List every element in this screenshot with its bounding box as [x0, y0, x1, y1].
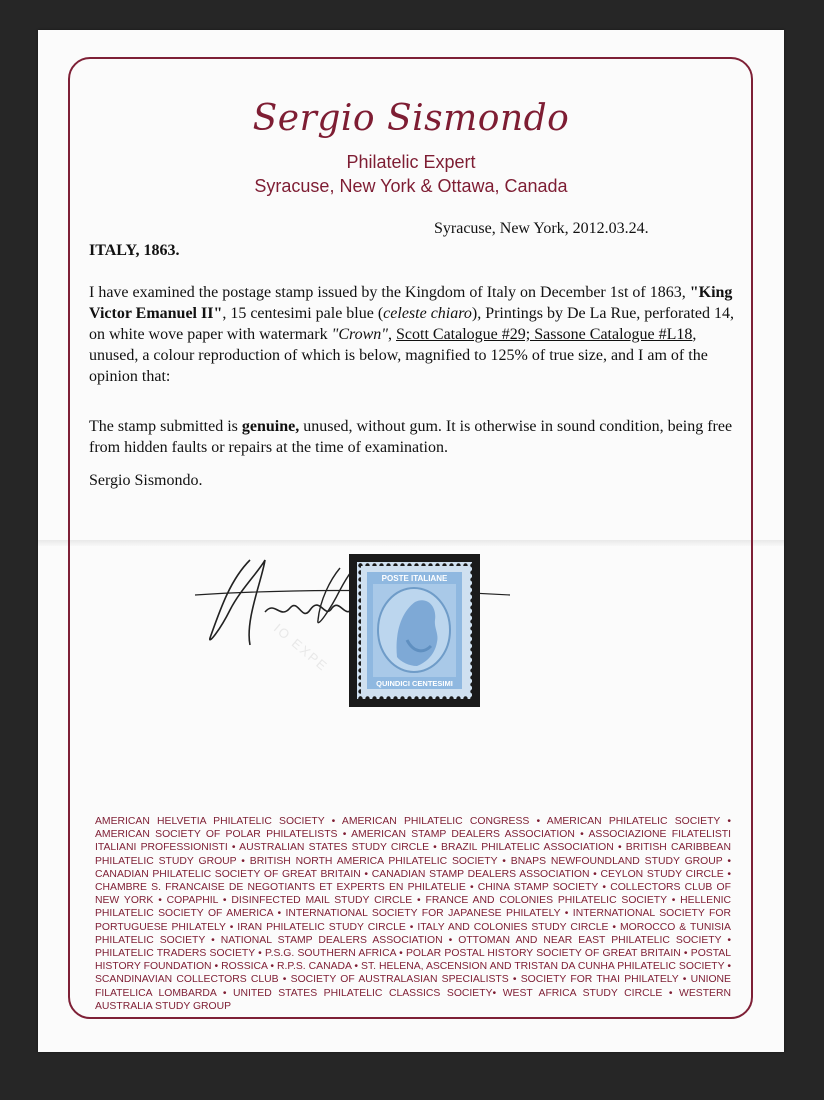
place-date: Syracuse, New York, 2012.03.24. [434, 220, 649, 237]
p1-text: , unused, a colour reproduction of which is below, magnified to 125% of true size, and I am of the opinion that: [89, 326, 708, 385]
p1-text: ), Printings by De La Rue, perforated 14, on white wove paper with watermark [89, 305, 735, 343]
stamp-bottom-text: QUINDICI CENTESIMI [376, 679, 453, 688]
certificate-sheet [38, 30, 784, 1052]
postage-stamp [357, 562, 472, 699]
expert-location: Syracuse, New York & Ottawa, Canada [254, 176, 568, 196]
catalogue-reference: Scott Catalogue #29; Sassone Catalogue #L18 [396, 326, 693, 343]
embossed-seal: IO EXPE [270, 620, 332, 675]
stamp-name: "King Victor Emanuel II" [89, 284, 733, 322]
p2-text: unused, without gum. It is otherwise in sound condition, being free from hidden faults or repairs at the time of examination. [89, 418, 733, 456]
signoff: Sergio Sismondo. [89, 472, 203, 489]
p1-text: , 15 centesimi pale blue ( [222, 305, 384, 322]
examination-paragraph [89, 282, 739, 387]
color-name: celeste chiaro [383, 305, 472, 322]
opinion-paragraph [89, 416, 739, 458]
p2-text: The stamp submitted is [89, 418, 242, 435]
certificate-heading: ITALY, 1863. [89, 242, 180, 259]
stamp-mount [349, 554, 480, 707]
watermark-name: "Crown" [331, 326, 389, 343]
stamp-top-text: POSTE ITALIANE [381, 574, 448, 583]
expert-title: Philatelic Expert [346, 152, 476, 172]
genuine-verdict: genuine, [241, 418, 300, 435]
p1-text: , [388, 326, 397, 343]
p1-text: I have examined the postage stamp issued by the Kingdom of Italy on December 1st of 1863, [89, 284, 690, 301]
expert-name: Sergio Sismondo [252, 98, 570, 139]
societies-list: AMERICAN HELVETIA PHILATELIC SOCIETY • AMERICAN PHILATELIC CONGRESS • AMERICAN PHILATELIC SOCIETY • AMERICAN SOCIETY OF POLAR PHILATELISTS • AMERICAN STAMP DEALERS ASSOCIATION • ASSOCIAZIONE FILATELISTI ITALIANI PROFESSIONISTI • AUSTRALIAN STATES STUDY CIRCLE • BRAZIL PHILATELIC ASSOCIATION • BRITISH CARIBBEAN PHILATELIC STUDY GROUP • BRITISH NORTH AMERICA PHILATELIC SOCIETY • BNAPS NEWFOUNDLAND STUDY GROUP • CANADIAN PHILATELIC SOCIETY OF GREAT BRITAIN • CANADIAN STAMP DEALERS ASSOCIATION • CEYLON STUDY CIRCLE • CHAMBRE S. FRANCAISE DE NEGOTIANTS ET EXPERTS EN PHILATELIE • CHINA STAMP SOCIETY • COLLECTORS CLUB OF NEW YORK • COPAPHIL • DISINFECTED MAIL STUDY CIRCLE • FRANCE AND COLONIES PHILATELIC SOCIETY • HELLENIC PHILATELIC SOCIETY OF AMERICA • INTERNATIONAL SOCIETY FOR JAPANESE PHILATELY • INTERNATIONAL SOCIETY FOR PORTUGUESE PHILATELY • IRAN PHILATELIC STUDY CIRCLE • ITALY AND COLONIES STUDY CIRCLE • MOROCCO & TUNISIA PHILATELIC SOCIETY • NATIONAL STAMP DEALERS ASSOCIATION • OTTOMAN AND NEAR EAST PHILATELIC SOCIETY • PHILATELIC TRADERS SOCIETY • P.S.G. SOUTHERN AFRICA • POLAR POSTAL HISTORY SOCIETY OF GREAT BRITAIN • POSTAL HISTORY FOUNDATION • ROSSICA • R.P.S. CANADA • ST. HELENA, ASCENSION AND TRISTAN DA CUNHA PHILATELIC SOCIETY • SCANDINAVIAN COLLECTORS CLUB • SOCIETY OF AUSTRALASIAN SPECIALISTS • SOCIETY FOR THAI PHILATELY • UNIONE FILATELICA LOMBARDA • UNITED STATES PHILATELIC CLASSICS SOCIETY• WEST AFRICA STUDY CIRCLE • WESTERN AUSTRALIA STUDY GROUP [95, 816, 731, 1012]
